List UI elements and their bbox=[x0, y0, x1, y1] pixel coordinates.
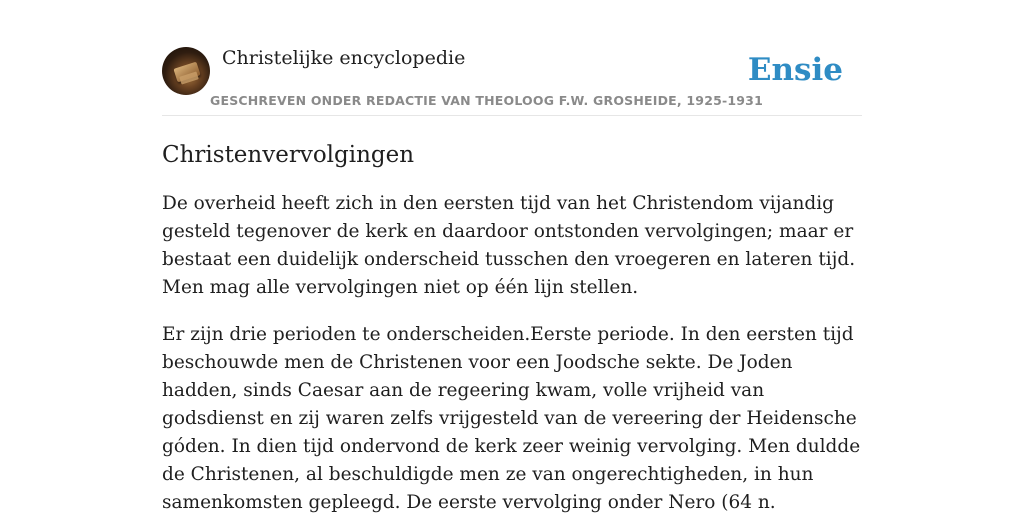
site-subtitle: GESCHREVEN ONDER REDACTIE VAN THEOLOOG F.W. GROSHEIDE, 1925-1931 bbox=[210, 93, 763, 108]
book-avatar-icon[interactable] bbox=[162, 47, 210, 95]
article bbox=[162, 139, 862, 517]
ensie-logo[interactable]: Ensie bbox=[747, 52, 843, 88]
article-paragraph-2: Er zijn drie perioden te onderscheiden.Eerste periode. In den eersten tijd beschouwde men de Christenen voor een Joodsche sekte. De Joden hadden, sinds Caesar aan de regeering kwam, volle vrijheid van godsdienst en zij waren zelfs vrijgesteld van de vereering der Heidensche góden. In dien tijd ondervond de kerk zeer weinig vervolging. Men duldde de Christenen, al beschuldigde men ze van ongerechtigheden, in hun samenkomsten gepleegd. De eerste vervolging onder Nero (64 n. bbox=[162, 324, 861, 513]
article-paragraph-1: De overheid heeft zich in den eersten tijd van het Christendom vijandig gesteld tegenover de kerk en daardoor ontstonden vervolgingen; maar er bestaat een duidelijk onderscheid tusschen den vroegeren en lateren tijd. Men mag alle vervolgingen niet op één lijn stellen. bbox=[162, 193, 856, 298]
site-header bbox=[162, 44, 862, 116]
header-divider bbox=[162, 115, 862, 116]
site-title[interactable]: Christelijke encyclopedie bbox=[222, 47, 466, 69]
article-title: Christenvervolgingen bbox=[162, 142, 415, 168]
